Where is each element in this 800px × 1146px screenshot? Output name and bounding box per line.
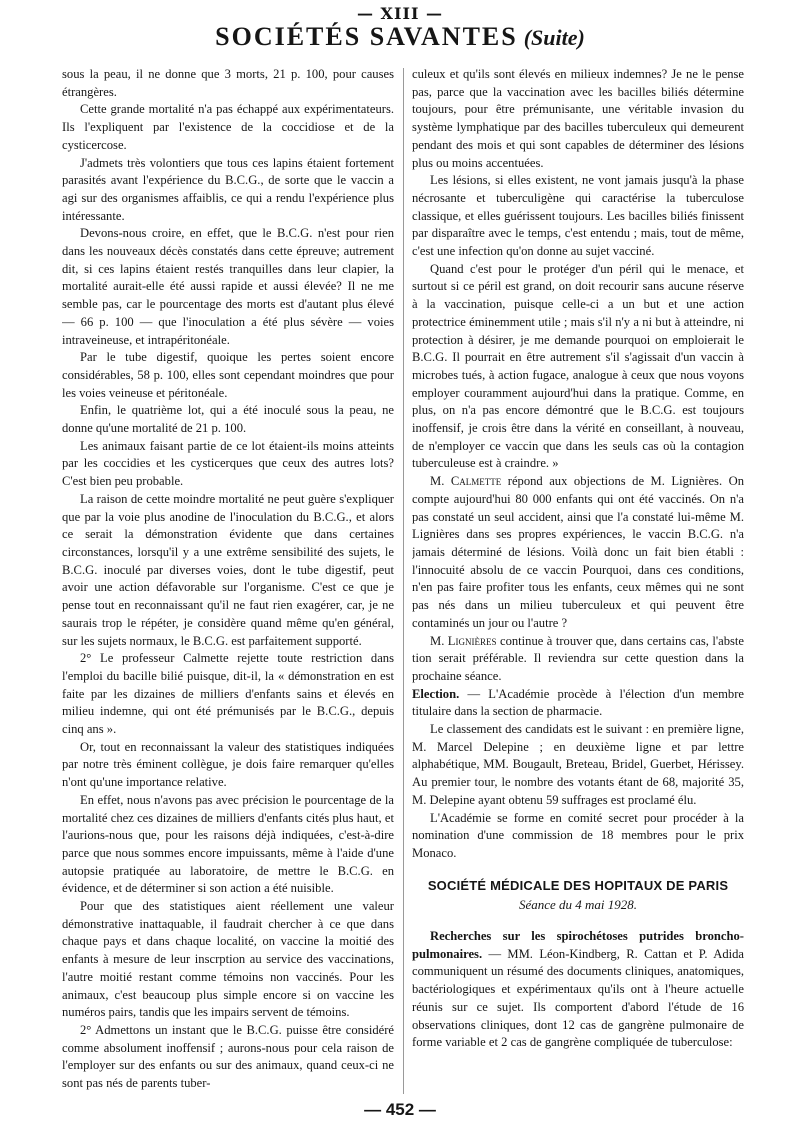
paragraph-text: Pour que des statistiques aient réellement une valeur démonstrative inattaquable, il faudrait chercher à ce que dans chaque pays et dans chaque localité, on vaccine la moitié des enfants à mesure de leur inscrption au service des vaccinations, l'autre moitié restant comme témoins non vaccinés. Pour les animaux, c'est beaucoup plus simple encore si on vaccine les numéros pairs, tandis que les impairs servent de témoins. — [62, 899, 394, 1020]
paragraph-text: 2° Admettons un instant que le B.C.G. puisse être considéré comme absolument inoffensif ; aurons-nous pour cela raison de l'employer sur des enfants ou sur des animaux, quand ceux-ci ne sont pas nés de parents tuber- — [62, 1022, 394, 1091]
paragraph — [62, 225, 394, 349]
left-column — [62, 66, 394, 1096]
paragraph — [412, 633, 744, 686]
paragraph — [62, 438, 394, 491]
paragraph — [62, 491, 394, 650]
speaker-name: M. Lignières — [430, 633, 497, 648]
paragraph-text: — L'Académie procède à l'élection d'un membre titulaire dans la section de pharmacie. — [412, 686, 744, 719]
section-heading: SOCIÉTÉ MÉDICALE DES HOPITAUX DE PARIS — [427, 877, 729, 893]
page-number: — 452 — — [364, 1100, 436, 1119]
paragraph — [412, 810, 744, 863]
paragraph-text: Enfin, le quatrième lot, qui a été inoculé sous la peau, ne donne qu'une mortalité de 21 p. 100. — [62, 403, 394, 436]
paragraph-text: 2° Le professeur Calmette rejette toute restriction dans l'emploi du bacille bilié puisque, dit-il, la « démonstration en est faite par les dizaines de milliers d'enfants sains et élevés en milieu indemne, qui ont été prémunisés par le B.C.G., depuis cinq ans ». — [62, 651, 394, 737]
section-text: — MM. Léon-Kindberg, R. Cattan et P. Adida communiquent un résumé des documents cliniques, anatomiques, bactériologiques et expérimentaux qu'ils ont à l'heure actuelle réunis sur ce sujet. Ils comportent d'abord l'étude de 16 observations cliniques, dont 12 cas de gangrène pulmonaire de forme variable et 2 cas de gangrène compliquée de tuberculose: — [412, 946, 744, 1050]
paragraph-text: culeux et qu'ils sont élevés en milieux indemnes? Je ne le pense pas, parce que la vaccination avec les bacilles biliés détermine toujours, pour être prémunisante, une véritable invasion du système lymphatique par des bacilles tuberculeux qui demeurent pendant des mois et qui sont capables de déterminer des lésions plus ou moins accentuées. — [412, 67, 744, 170]
paragraph-text: La raison de cette moindre mortalité ne peut guère s'expliquer que par la voie plus anodine de l'inoculation du B.C.G., et alors ce serait la démonstration évidente que dans certaines circonstances, lorsqu'il y a une extrême sensibilité des sujets, le B.C.G. inoculé par diverses voies, dont le tube digestif, peut avoir une action défavorable sur l'organisme. C'est ce que je pense tout en reconnaissant qu'il ne faut rien exagérer, car, je ne saurais trop le répéter, je considère quand même qu'en général, sur les sujets normaux, le B.C.G. est parfaitement supporté. — [62, 491, 394, 648]
paragraph — [62, 650, 394, 739]
paragraph-text: En effet, nous n'avons pas avec précision le pourcentage de la mortalité chez ces dizaines de milliers d'enfants cités plus haut, et l'aurions-nous que, pour les raisons déjà indiquées, c'est-à-dire parce que nous sommes encore impuissants, même à l'aide d'une autopsie pratiquée au laboratoire, de mettre le B.C.G. en évidence, et de déterminer si son action a été nuisible. — [62, 792, 394, 896]
paragraph-text: Or, tout en reconnaissant la valeur des statistiques indiquées par notre très éminent collègue, je dois faire remarquer qu'elles n'ont qu'une importance relative. — [62, 739, 394, 790]
section-date: Séance du 4 mai 1928. — [518, 897, 638, 913]
paragraph-text: sous la peau, il ne donne que 3 morts, 21 p. 100, pour causes étrangères. — [62, 67, 394, 99]
paragraph — [62, 1022, 394, 1093]
paragraph-text: Le classement des candidats est le suivant : en première ligne, M. Marcel Delepine ; en deuxième ligne et par lettre alphabétique, MM. Bougault, Breteau, Bridel, Guerbet, Hérissey. Au premier tour, le nombre des votants étant de 68, majorité 35, M. Delepine ayant obtenu 59 suffrages est proclamé élu. — [412, 722, 744, 807]
right-column-paragraphs — [412, 66, 744, 863]
paragraph-text: Par le tube digestif, quoique les pertes soient encore considérables, 58 p. 100, elles sont cependant moindres que pour les voies veineuse et péritonéale. — [62, 350, 394, 400]
paragraph — [62, 898, 394, 1022]
running-head — [0, 22, 800, 52]
paragraph — [62, 349, 394, 402]
section-paragraph — [412, 928, 744, 1052]
running-head-title: SOCIÉTÉS SAVANTES — [215, 22, 518, 51]
paragraph — [62, 66, 394, 101]
paragraph-text: Quand c'est pour le protéger d'un péril qui le menace, et surtout si ce péril est grand, on doit recourir sans aucune réserve à la vaccination, puisque celle-ci a un but et une action protectrice éminemment utile ; mais s'il n'y a ni but à atteindre, ni protection à désirer, je me demande pourquoi on emploierait le B.C.G. Il pourrait en être autrement s'il s'agissait d'un vaccin à microbes tués, à action fugace, analogue à ceux que nous voyons employer couramment aujourd'hui dans la pratique. Comme, en plus, on n'a pas encore démontré que le B.C.G. est toujours inoffensif, je crois être dans la vérité en conseillant, à nouveau, de n'employer ce vaccin que dans les seuls cas où la contagion tuberculeuse est à craindre. » — [412, 261, 744, 471]
paragraph-text: Les animaux faisant partie de ce lot étaient-ils moins atteints par les coccidies et les cysticerques que ceux des autres lots? C'est bien peu probable. — [62, 438, 394, 489]
paragraph — [62, 402, 394, 437]
paragraph-text: J'admets très volontiers que tous ces lapins étaient fortement parasités avant l'expérience du B.C.G., de sorte que le vaccin a agi sur des organismes affaiblis, ce qui a rendu l'expérience plus intéressante. — [62, 155, 394, 223]
paragraph — [412, 261, 744, 473]
roman-folio: — XIII — — [356, 4, 443, 23]
paragraph-text: continue à trouver que, dans certains cas, l'abste tion serait préférable. Il reviendra sur cette question dans la prochaine séance. — [412, 633, 744, 683]
paragraph — [412, 172, 744, 261]
paragraph — [412, 66, 744, 172]
speaker-name: M. Calmette — [430, 474, 502, 489]
paragraph — [62, 739, 394, 792]
running-head-suite: (Suite) — [523, 25, 585, 50]
paragraph — [62, 101, 394, 154]
paragraph — [62, 792, 394, 898]
paragraph-text: Les lésions, si elles existent, ne vont jamais jusqu'à la phase nécrosante et tuberculigène qui caractérise la tuberculose classique, et elles guérissent toujours. Les bacilles biliés finissent par disparaître avec le temps, c'est entendu ; mais, tout de même, c'est une infection qu'on donne au sujet vacciné. — [412, 173, 744, 259]
column-divider — [403, 68, 404, 1094]
paragraph-lead: Election. — [412, 686, 460, 701]
paragraph-text: L'Académie se forme en comité secret pour procéder à la nomination d'une commission de 18 membres pour le prix Monaco. — [412, 810, 744, 860]
paragraph — [412, 686, 744, 721]
paragraph-text: répond aux objections de M. Lignières. On compte aujourd'hui 80 000 enfants qui ont été vaccinés. On n'a pas constaté un seul accident, ainsi que l'a constaté lui-même M. Lignières dans ses propres expériences, le vaccin B.C.G. n'a jamais déterminé de lésions. Voilà donc un fait bien établi : l'innocuité absolu de ce vaccin Pourquoi, dans ces conditions, n'en pas faire profiter tous les enfants, ceux mêmes qui ne sont pas nés dans un milieu tuberculeux et qui peuvent être contaminés un jour ou l'autre ? — [412, 474, 744, 630]
paragraph — [62, 155, 394, 226]
paragraph — [412, 721, 744, 810]
paragraph-text: Cette grande mortalité n'a pas échappé aux expérimentateurs. Ils l'expliquent par l'existence de la coccidiose et de la cysticercose. — [62, 102, 394, 152]
paragraph — [412, 473, 744, 632]
right-column — [412, 66, 744, 1096]
section-lead: Recherches sur les spirochétoses putrides broncho-pulmonaires. — [412, 929, 744, 961]
paragraph-text: Devons-nous croire, en effet, que le B.C.G. n'est pour rien dans les nouveaux décès constatés dans cette épreuve; autrement dit, si ces lapins étaient restés tranquilles dans leur clapier, la mortalité aurait-elle été aussi rapide et aussi élevée? Il ne me semble pas, car le pourcentage des morts est d'autant plus élevé — 66 p. 100 — que l'inoculation a été plus sévère — voies intraveineuse, et intrapéritonéale. — [62, 226, 394, 347]
